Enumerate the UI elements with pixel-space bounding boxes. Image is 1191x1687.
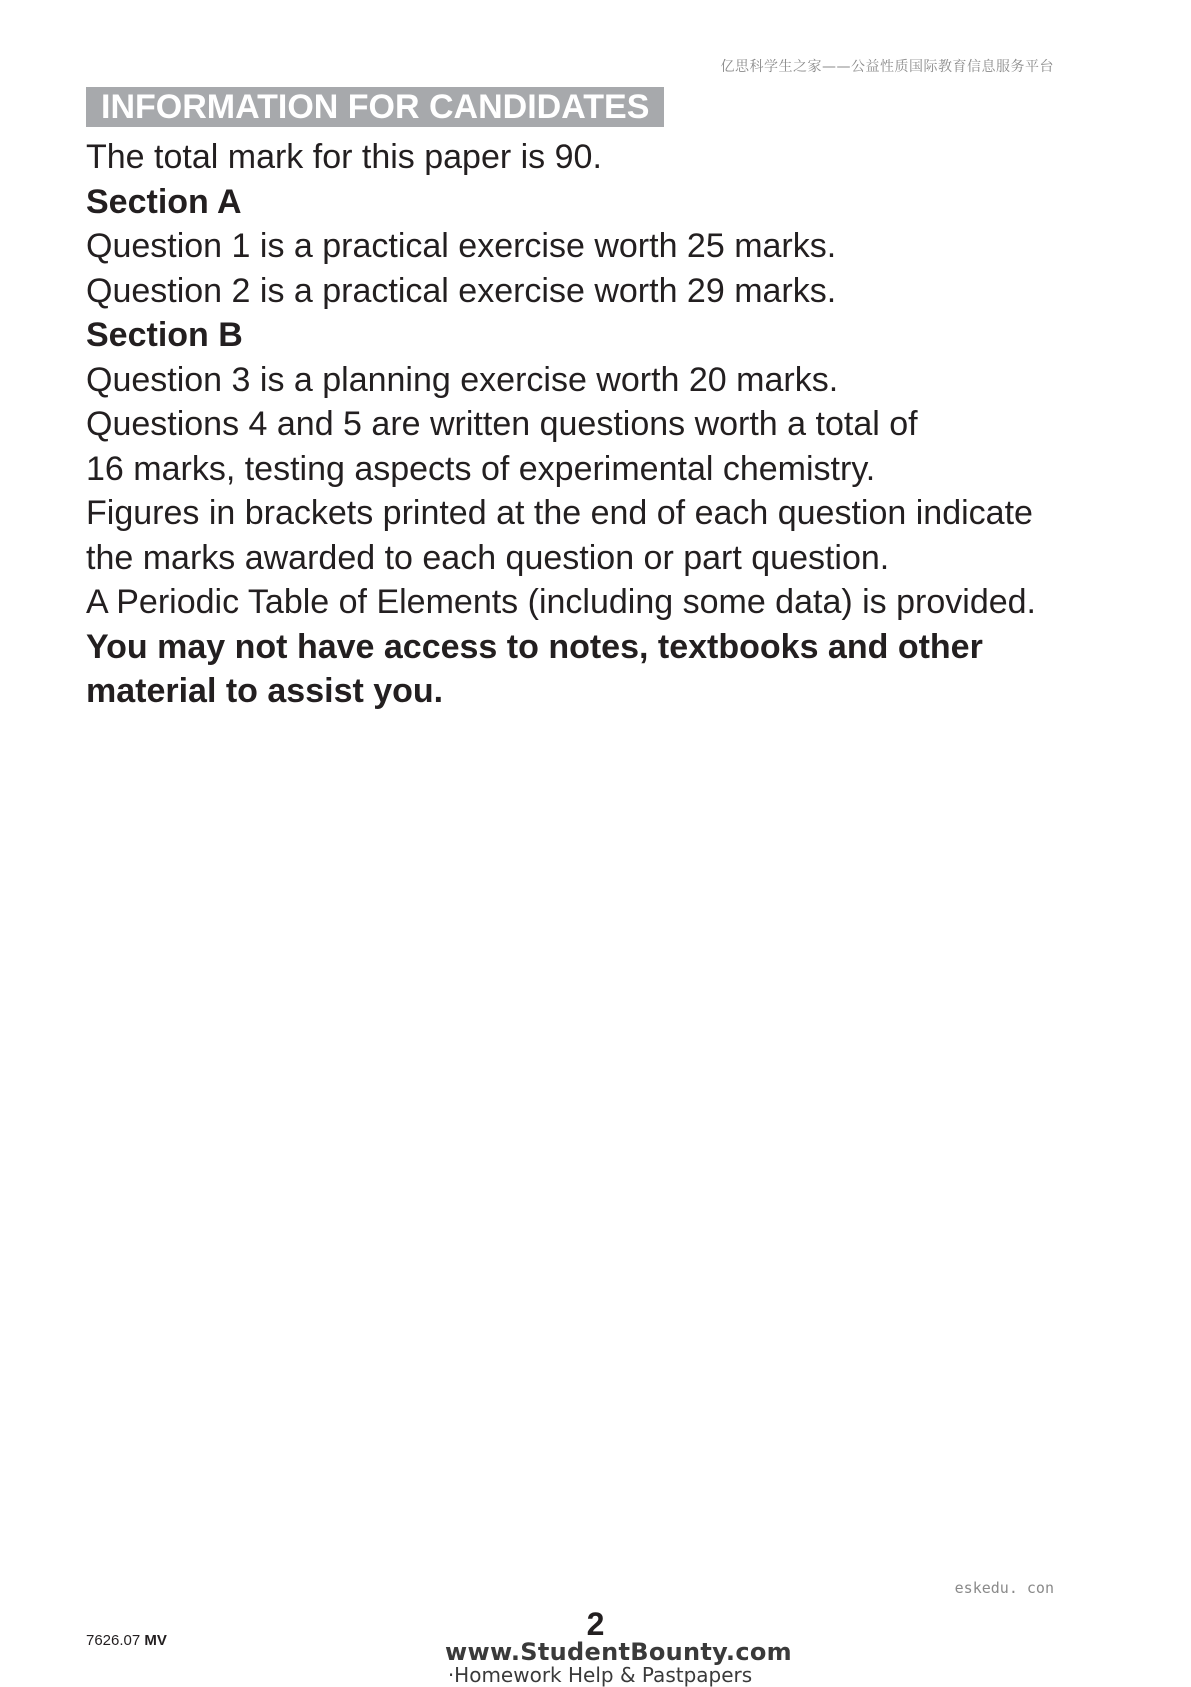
section-b-line-6: A Periodic Table of Elements (including some data) is provided. xyxy=(86,583,1036,621)
section-heading: INFORMATION FOR CANDIDATES xyxy=(86,87,664,127)
page-number: 2 xyxy=(586,1606,605,1642)
stamp-tagline: ·Homework Help & Pastpapers xyxy=(447,1663,753,1687)
section-b-line-5: the marks awarded to each question or part question. xyxy=(86,538,890,577)
total-mark-line: The total mark for this paper is 90. xyxy=(86,138,602,176)
section-a-line-1: Question 1 is a practical exercise worth 25 marks. xyxy=(86,227,837,265)
section-b-line-2: Questions 4 and 5 are written questions worth a total of xyxy=(86,405,918,443)
bottom-watermark: eskedu. con xyxy=(954,1579,1054,1597)
section-b-title: Section B xyxy=(86,316,243,354)
section-b-line-4: Figures in brackets printed at the end of each question indicate xyxy=(86,494,1033,532)
section-a-title: Section A xyxy=(86,182,242,221)
paper-code-suffix: MV xyxy=(144,1632,167,1649)
stamp-site: www.StudentBounty.com xyxy=(445,1638,792,1666)
paper-code-number: 7626.07 xyxy=(86,1632,141,1649)
notice-line-2: material to assist you. xyxy=(86,672,444,710)
candidate-information xyxy=(86,87,1126,714)
section-b-line-1: Question 3 is a planning exercise worth 20 marks. xyxy=(86,360,839,399)
section-b-line-3: 16 marks, testing aspects of experimental chemistry. xyxy=(86,449,876,488)
section-a-line-2: Question 2 is a practical exercise worth 29 marks. xyxy=(86,271,837,310)
notice-line-1: You may not have access to notes, textbooks and other xyxy=(86,627,983,666)
top-watermark: 亿思科学生之家——公益性质国际教育信息服务平台 xyxy=(720,59,1054,75)
studentbounty-stamp xyxy=(445,1638,792,1687)
